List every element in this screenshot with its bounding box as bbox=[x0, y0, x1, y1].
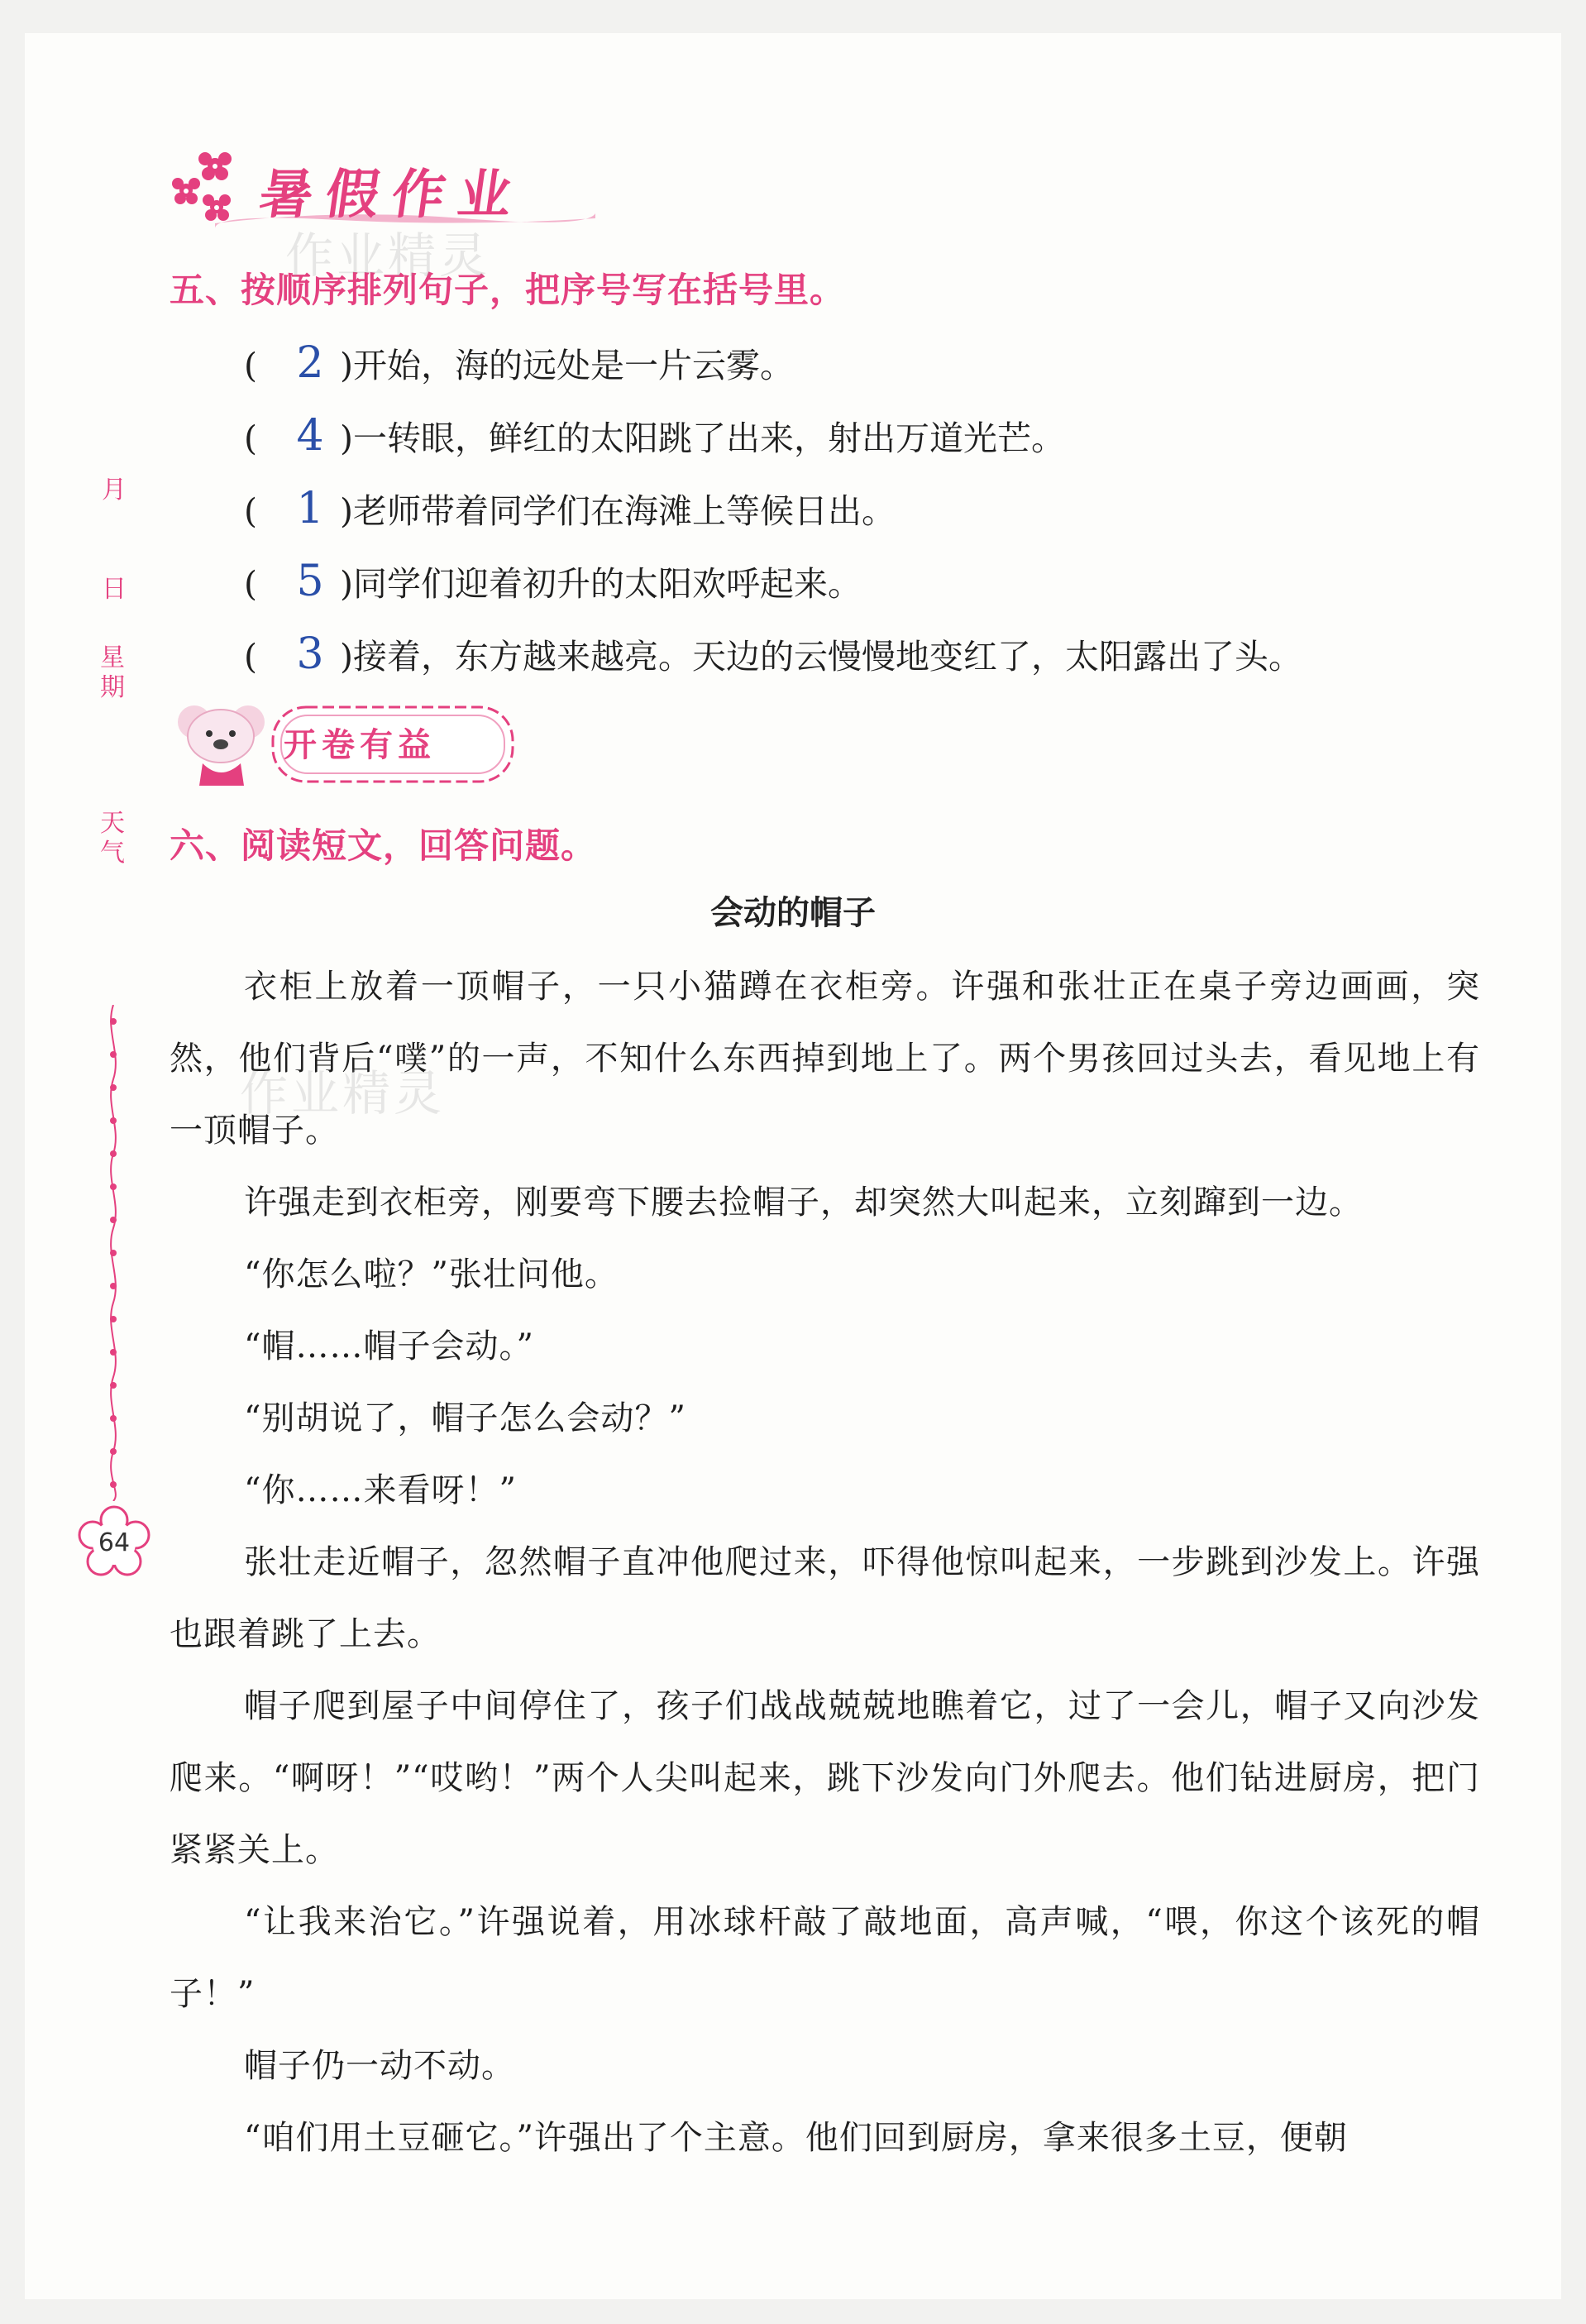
sidebar-month: 月 bbox=[102, 476, 127, 504]
answer-number: 5 bbox=[296, 557, 324, 606]
story-paragraph: 许强走到衣柜旁，刚要弯下腰去捡帽子，却突然大叫起来，立刻蹿到一边。 bbox=[244, 1184, 1363, 1222]
answer-number: 3 bbox=[296, 629, 324, 679]
page-number-badge bbox=[76, 1505, 152, 1581]
paren-close: ) bbox=[340, 418, 353, 458]
ordering-item bbox=[244, 545, 1484, 618]
reading-badge bbox=[170, 699, 517, 790]
answer-number: 1 bbox=[296, 484, 324, 533]
sidebar-weather: 天气 bbox=[100, 809, 125, 868]
answer-number: 4 bbox=[296, 411, 324, 461]
sentence-text: 接着，东方越来越亮。天边的云慢慢地变红了，太阳露出了头。 bbox=[353, 637, 1302, 677]
story-paragraph: “咱们用土豆砸它。”许强出了个主意。他们回到厨房，拿来很多土豆，便朝 bbox=[244, 2119, 1348, 2157]
paren-open: ( bbox=[244, 346, 257, 385]
story-paragraph: 帽子爬到屋子中间停住了，孩子们战战兢兢地瞧着它，过了一会儿，帽子又向沙发爬来。“啊呀！”“哎哟！”两个人尖叫起来，跳下沙发向门外爬去。他们钻进厨房，把门紧紧关上。 bbox=[170, 1687, 1480, 1869]
ordering-item bbox=[244, 472, 1484, 545]
story-paragraph: “你……来看呀！” bbox=[244, 1471, 517, 1509]
paren-close: ) bbox=[340, 346, 353, 385]
story-paragraph: “你怎么啦？”张壮问他。 bbox=[244, 1255, 619, 1294]
paren-open: ( bbox=[244, 491, 257, 531]
ordering-item bbox=[244, 618, 1484, 691]
story-title: 会动的帽子 bbox=[710, 894, 876, 932]
sentence-text: 同学们迎着初升的太阳欢呼起来。 bbox=[353, 564, 862, 604]
paren-close: ) bbox=[340, 564, 353, 604]
story-paragraph: 张壮走近帽子，忽然帽子直冲他爬过来，吓得他惊叫起来，一步跳到沙发上。许强也跟着跳了上去。 bbox=[170, 1543, 1480, 1653]
paren-close: ) bbox=[340, 491, 353, 531]
paren-open: ( bbox=[244, 418, 257, 458]
sentence-text: 老师带着同学们在海滩上等候日出。 bbox=[353, 491, 896, 531]
sentence-text: 开始，海的远处是一片云雾。 bbox=[353, 346, 794, 385]
paren-close: ) bbox=[340, 637, 353, 677]
sidebar-weekday: 星期 bbox=[100, 643, 125, 702]
watermark: 作业精灵 bbox=[240, 1065, 446, 1121]
sidebar-day: 日 bbox=[102, 575, 127, 604]
story-body bbox=[170, 951, 1480, 2174]
ordering-list bbox=[244, 327, 1484, 691]
paren-open: ( bbox=[244, 564, 257, 604]
paren-open: ( bbox=[244, 637, 257, 677]
badge-label: 开卷有益 bbox=[284, 726, 436, 764]
story-paragraph: 衣柜上放着一顶帽子，一只小猫蹲在衣柜旁。许强和张壮正在桌子旁边画画，突然，他们背后“噗”的一声，不知什么东西掉到地上了。两个男孩回过头去，看见地上有一顶帽子。 bbox=[170, 968, 1480, 1150]
section5-heading: 五、按顺序排列句子，把序号写在括号里。 bbox=[170, 270, 846, 310]
story-paragraph: 帽子仍一动不动。 bbox=[244, 2047, 515, 2085]
story-paragraph: “让我来治它。”许强说着，用冰球杆敲了敲地面，高声喊，“喂，你这个该死的帽子！” bbox=[170, 1903, 1480, 2013]
dotted-border-icon bbox=[101, 1005, 126, 1501]
banner-title: 暑假作业 bbox=[255, 165, 529, 226]
watermark: 作业精灵 bbox=[285, 227, 491, 284]
page-number: 64 bbox=[98, 1528, 131, 1557]
ordering-item bbox=[244, 399, 1484, 472]
story-paragraph: “帽……帽子会动。” bbox=[244, 1327, 534, 1365]
sentence-text: 一转眼，鲜红的太阳跳了出来，射出万道光芒。 bbox=[353, 418, 1065, 458]
answer-number: 2 bbox=[296, 338, 324, 388]
ordering-item bbox=[244, 327, 1484, 399]
section6-heading: 六、阅读短文，回答问题。 bbox=[170, 825, 597, 866]
story-paragraph: “别胡说了，帽子怎么会动？” bbox=[244, 1399, 686, 1437]
